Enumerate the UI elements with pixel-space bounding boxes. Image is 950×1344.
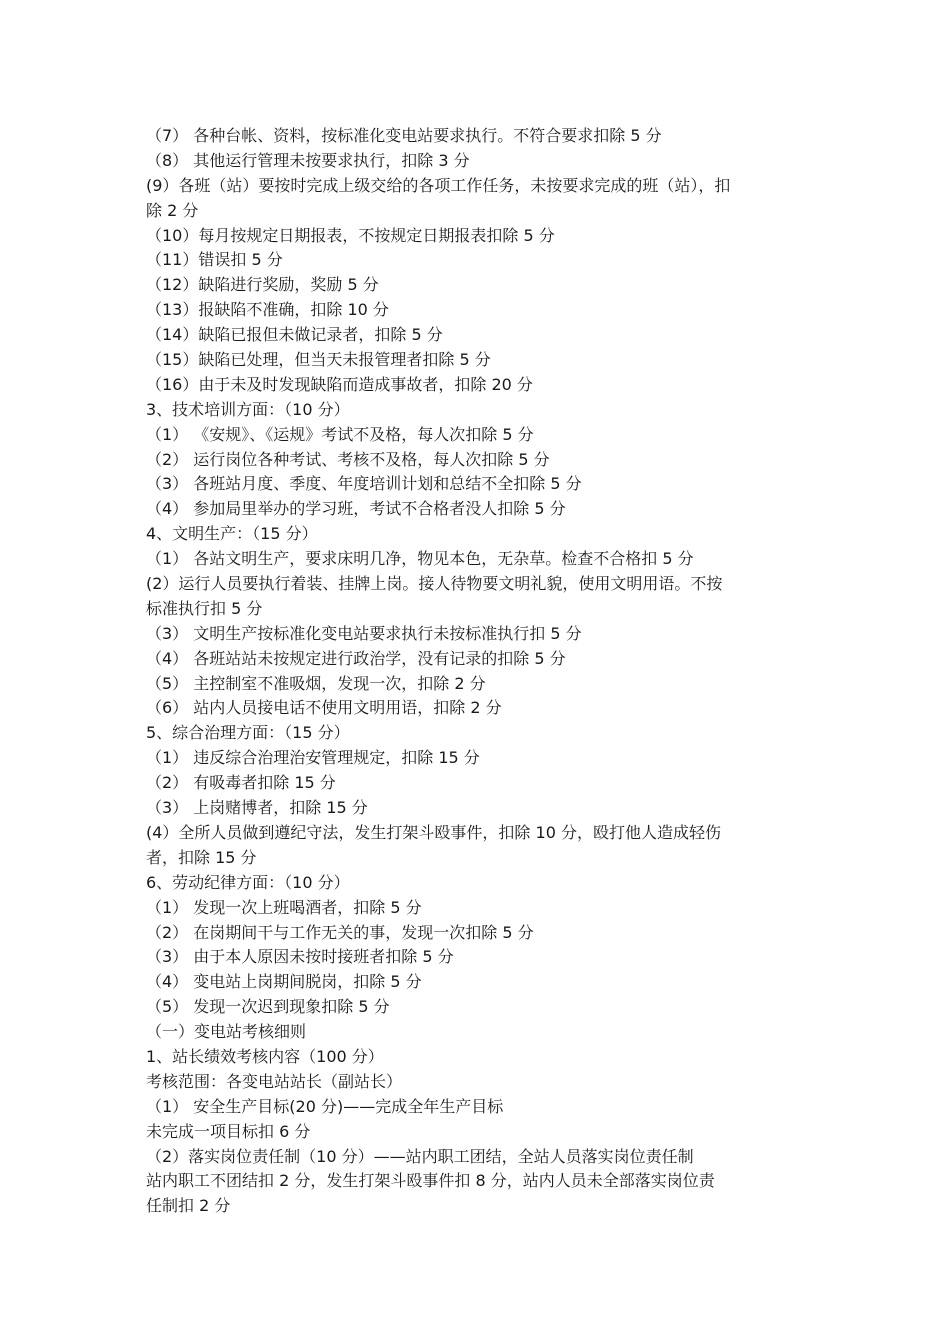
text-line: （2） 运行岗位各种考试、考核不及格，每人次扣除 5 分 xyxy=(146,449,550,469)
text-line: (4）全所人员做到遵纪守法，发生打架斗殴事件，扣除 10 分，殴打他人造成轻伤 xyxy=(146,822,721,842)
text-line: （16）由于未及时发现缺陷而造成事故者，扣除 20 分 xyxy=(146,374,533,394)
text-line: （1） 《安规》、《运规》考试不及格，每人次扣除 5 分 xyxy=(146,424,534,444)
text-line: （2） 有吸毒者扣除 15 分 xyxy=(146,773,336,793)
section-heading: （一）变电站考核细则 xyxy=(146,1022,307,1042)
text-line: 任制扣 2 分 xyxy=(146,1196,231,1216)
document-page xyxy=(146,124,810,1219)
section-heading: 6、劳动纪律方面：（10 分） xyxy=(146,872,350,892)
text-line: （3） 由于本人原因未按时接班者扣除 5 分 xyxy=(146,947,454,967)
section-heading: 1、站长绩效考核内容（100 分） xyxy=(146,1046,384,1066)
text-line: （7） 各种台帐、资料，按标准化变电站要求执行。不符合要求扣除 5 分 xyxy=(146,126,662,145)
text-line: （15）缺陷已处理，但当天未报管理者扣除 5 分 xyxy=(146,350,491,370)
text-line: （14）缺陷已报但未做记录者，扣除 5 分 xyxy=(146,325,443,345)
text-line: （8） 其他运行管理未按要求执行，扣除 3 分 xyxy=(146,150,470,170)
text-line: （12）缺陷进行奖励，奖励 5 分 xyxy=(146,275,379,295)
text-line: 站内职工不团结扣 2 分，发生打架斗殴事件扣 8 分，站内人员未全部落实岗位责 xyxy=(146,1171,715,1191)
text-line: （5） 主控制室不准吸烟，发现一次，扣除 2 分 xyxy=(146,673,486,693)
text-line: 未完成一项目标扣 6 分 xyxy=(146,1121,311,1141)
text-line: （2） 在岗期间干与工作无关的事，发现一次扣除 5 分 xyxy=(146,922,534,942)
text-line: （5） 发现一次迟到现象扣除 5 分 xyxy=(146,997,390,1017)
text-line: （1） 违反综合治理治安管理规定，扣除 15 分 xyxy=(146,748,480,768)
text-line: （11）错误扣 5 分 xyxy=(146,250,283,270)
text-line: 考核范围：各变电站站长（副站长） xyxy=(146,1071,403,1091)
text-line: （3） 各班站月度、季度、年度培训计划和总结不全扣除 5 分 xyxy=(146,474,582,494)
text-line: （2）落实岗位责任制（10 分）——站内职工团结，全站人员落实岗位责任制 xyxy=(146,1146,694,1166)
text-line: 者，扣除 15 分 xyxy=(146,847,257,867)
text-line: （10）每月按规定日期报表，不按规定日期报表扣除 5 分 xyxy=(146,225,555,245)
text-line: 标准执行扣 5 分 xyxy=(146,598,263,618)
section-heading: 3、技术培训方面：（10 分） xyxy=(146,399,350,419)
text-line: （3） 文明生产按标准化变电站要求执行未按标准执行扣 5 分 xyxy=(146,623,582,643)
text-line: （1） 发现一次上班喝酒者，扣除 5 分 xyxy=(146,897,422,917)
text-line: （4） 变电站上岗期间脱岗，扣除 5 分 xyxy=(146,972,422,992)
text-line: 除 2 分 xyxy=(146,200,199,220)
text-line: （3） 上岗赌博者，扣除 15 分 xyxy=(146,798,368,818)
section-heading: 4、文明生产：（15 分） xyxy=(146,524,318,544)
text-line: （4） 参加局里举办的学习班，考试不合格者没人扣除 5 分 xyxy=(146,499,566,519)
section-heading: 5、综合治理方面：（15 分） xyxy=(146,723,350,743)
text-line: （6） 站内人员接电话不使用文明用语，扣除 2 分 xyxy=(146,698,502,718)
text-line: （1） 安全生产目标(20 分)——完成全年生产目标 xyxy=(146,1096,504,1116)
text-line: （4） 各班站站未按规定进行政治学，没有记录的扣除 5 分 xyxy=(146,648,566,668)
text-line: (9）各班（站）要按时完成上级交给的各项工作任务，未按要求完成的班（站），扣 xyxy=(146,175,731,195)
text-line: （1） 各站文明生产，要求床明几净，物见本色，无杂草。检查不合格扣 5 分 xyxy=(146,549,694,569)
text-line: (2）运行人员要执行着装、挂牌上岗。接人待物要文明礼貌，使用文明用语。不按 xyxy=(146,574,723,594)
text-line: （13）报缺陷不准确，扣除 10 分 xyxy=(146,300,389,320)
